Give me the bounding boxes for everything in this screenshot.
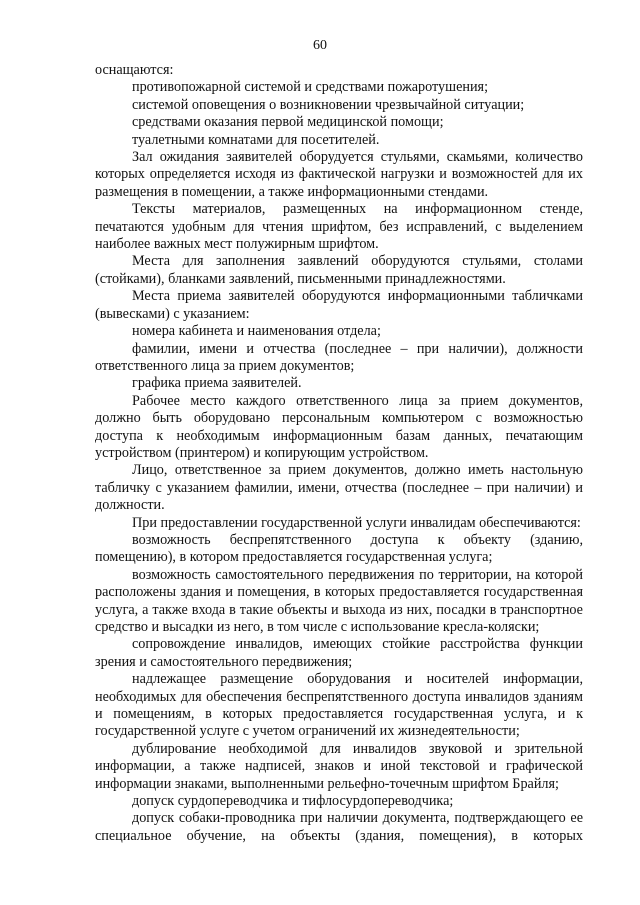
paragraph: При предоставлении государственной услуги инвалидам обеспечиваются: bbox=[132, 514, 581, 531]
paragraph: оснащаются: bbox=[95, 62, 174, 78]
paragraph: Лицо, ответственное за прием документов, должно иметь настольную табличку с указанием фамилии, имени, отчества (последнее – при наличии) и должности. bbox=[95, 462, 583, 514]
list-item: туалетными комнатами для посетителей. bbox=[132, 131, 380, 148]
list-item: противопожарной системой и средствами пожаротушения; bbox=[132, 79, 489, 96]
list-item: средствами оказания первой медицинской помощи; bbox=[132, 114, 444, 131]
list-item: номера кабинета и наименования отдела; bbox=[132, 323, 381, 340]
paragraph: Рабочее место каждого ответственного лица за прием документов, должно быть оборудовано персональным компьютером с возможностью доступа к необходимым информационным базам данных, печатающим устройством (принтером) и копирующим устройством. bbox=[95, 392, 583, 461]
list-item: надлежащее размещение оборудования и носителей информации, необходимых для обеспечения беспрепятственного доступа инвалидов зданиям и помещениям, в которых предоставляется государственная услуга, и к государственной услуге с учетом ограничений их жизнедеятельности; bbox=[95, 671, 583, 740]
list-item: системой оповещения о возникновении чрезвычайной ситуации; bbox=[132, 96, 525, 113]
list-item: допуск собаки-проводника при наличии документа, подтверждающего ее специальное обучение, на объекты (здания, помещения), в которых bbox=[95, 810, 583, 844]
paragraph: Места для заполнения заявлений оборудуются стульями, столами (стойками), бланками заявлений, письменными принадлежностями. bbox=[95, 253, 583, 287]
paragraph: Тексты материалов, размещенных на информационном стенде, печатаются удобным для чтения шрифтом, без исправлений, с выделением наиболее важных мест полужирным шрифтом. bbox=[95, 201, 583, 253]
list-item: допуск сурдопереводчика и тифлосурдопереводчика; bbox=[132, 793, 454, 810]
list-item: графика приема заявителей. bbox=[132, 375, 302, 392]
list-item: возможность беспрепятственного доступа к объекту (зданию, помещению), в котором предоставляется государственная услуга; bbox=[95, 531, 583, 566]
page-number: 60 bbox=[313, 38, 327, 53]
list-item: фамилии, имени и отчества (последнее – при наличии), должности ответственного лица за прием документов; bbox=[95, 340, 583, 374]
list-item: дублирование необходимой для инвалидов звуковой и зрительной информации, а также надписей, знаков и иной текстовой и графической информации знаками, выполненными рельефно-точечным шрифтом Брайля; bbox=[95, 740, 583, 792]
list-item: возможность самостоятельного передвижения по территории, на которой расположены здания и помещения, в которых предоставляется государственная услуга, а также входа в такие объекты и выхода из них, посадки в транспортное средство и высадки из него, в том числе с использование кресла-коляски; bbox=[95, 566, 583, 635]
paragraph: Зал ожидания заявителей оборудуется стульями, скамьями, количество которых определяется исходя из фактической нагрузки и возможностей для их размещения в помещении, а также информационными стендами. bbox=[95, 149, 583, 200]
list-item: сопровождение инвалидов, имеющих стойкие расстройства функции зрения и самостоятельного передвижения; bbox=[95, 636, 583, 670]
document-body bbox=[95, 62, 583, 845]
paragraph: Места приема заявителей оборудуются информационными табличками (вывесками) с указанием: bbox=[95, 288, 583, 322]
